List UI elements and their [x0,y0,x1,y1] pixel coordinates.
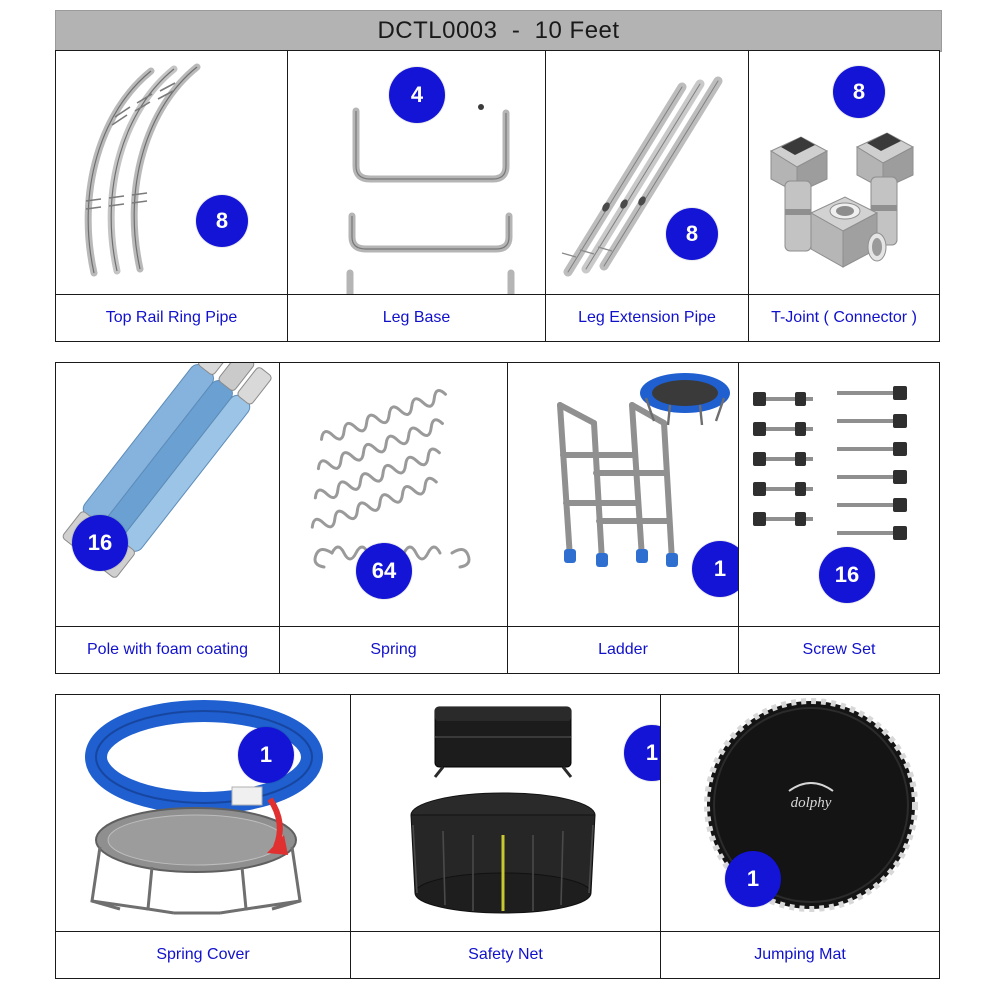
part-cell-top-rail-ring-pipe[interactable] [56,51,288,341]
part-cell-spring-cover[interactable] [56,695,351,978]
part-image-ladder [508,363,738,626]
part-cell-screw-set[interactable] [739,363,939,673]
qty-badge-safety-net: 1 [624,725,660,781]
part-label-leg-extension-pipe: Leg Extension Pipe [546,294,748,341]
part-cell-pole-with-foam-coating[interactable] [56,363,280,673]
part-label-pole-with-foam-coating: Pole with foam coating [56,626,279,673]
part-cell-leg-extension-pipe[interactable] [546,51,749,341]
page-title: DCTL0003 - 10 Feet [377,17,620,44]
qty-badge-screw-set: 16 [819,547,875,603]
title-bar [55,10,942,52]
part-label-leg-base: Leg Base [288,294,545,341]
qty-badge-t-joint-connector: 8 [833,66,885,118]
part-cell-ladder[interactable] [508,363,739,673]
top-rail-ring-pipe-icon [56,51,287,294]
parts-row-1 [55,50,940,342]
part-cell-safety-net[interactable] [351,695,661,978]
qty-badge-spring-cover: 1 [238,727,294,783]
part-label-jumping-mat: Jumping Mat [661,931,939,978]
part-image-jumping-mat [661,695,939,931]
qty-badge-jumping-mat: 1 [725,851,781,907]
parts-row-2 [55,362,940,674]
mat-brand-text: dolphy [790,795,832,811]
part-label-t-joint-connector: T-Joint ( Connector ) [749,294,939,341]
qty-badge-spring: 64 [356,543,412,599]
part-image-spring [280,363,507,626]
jumping-mat-icon [661,695,939,931]
qty-badge-leg-base: 4 [389,67,445,123]
part-label-ladder: Ladder [508,626,738,673]
part-image-safety-net [351,695,660,931]
part-image-leg-extension-pipe [546,51,748,294]
part-label-spring-cover: Spring Cover [56,931,350,978]
part-image-t-joint-connector [749,51,939,294]
part-image-top-rail-ring-pipe [56,51,287,294]
pole-with-foam-coating-icon [56,363,279,626]
part-cell-jumping-mat[interactable] [661,695,939,978]
part-image-screw-set [739,363,939,626]
qty-badge-leg-extension-pipe: 8 [666,208,718,260]
safety-net-icon [351,695,660,931]
leg-extension-pipe-icon [546,51,748,294]
part-cell-spring[interactable] [280,363,508,673]
part-image-pole-with-foam-coating [56,363,279,626]
part-image-spring-cover [56,695,350,931]
part-label-spring: Spring [280,626,507,673]
part-cell-t-joint-connector[interactable] [749,51,939,341]
part-label-screw-set: Screw Set [739,626,939,673]
part-label-top-rail-ring-pipe: Top Rail Ring Pipe [56,294,287,341]
part-label-safety-net: Safety Net [351,931,660,978]
qty-badge-top-rail-ring-pipe: 8 [196,195,248,247]
qty-badge-ladder: 1 [692,541,738,597]
parts-row-3 [55,694,940,979]
part-image-leg-base [288,51,545,294]
spring-cover-icon [56,695,350,931]
qty-badge-pole-with-foam-coating: 16 [72,515,128,571]
part-cell-leg-base[interactable] [288,51,546,341]
